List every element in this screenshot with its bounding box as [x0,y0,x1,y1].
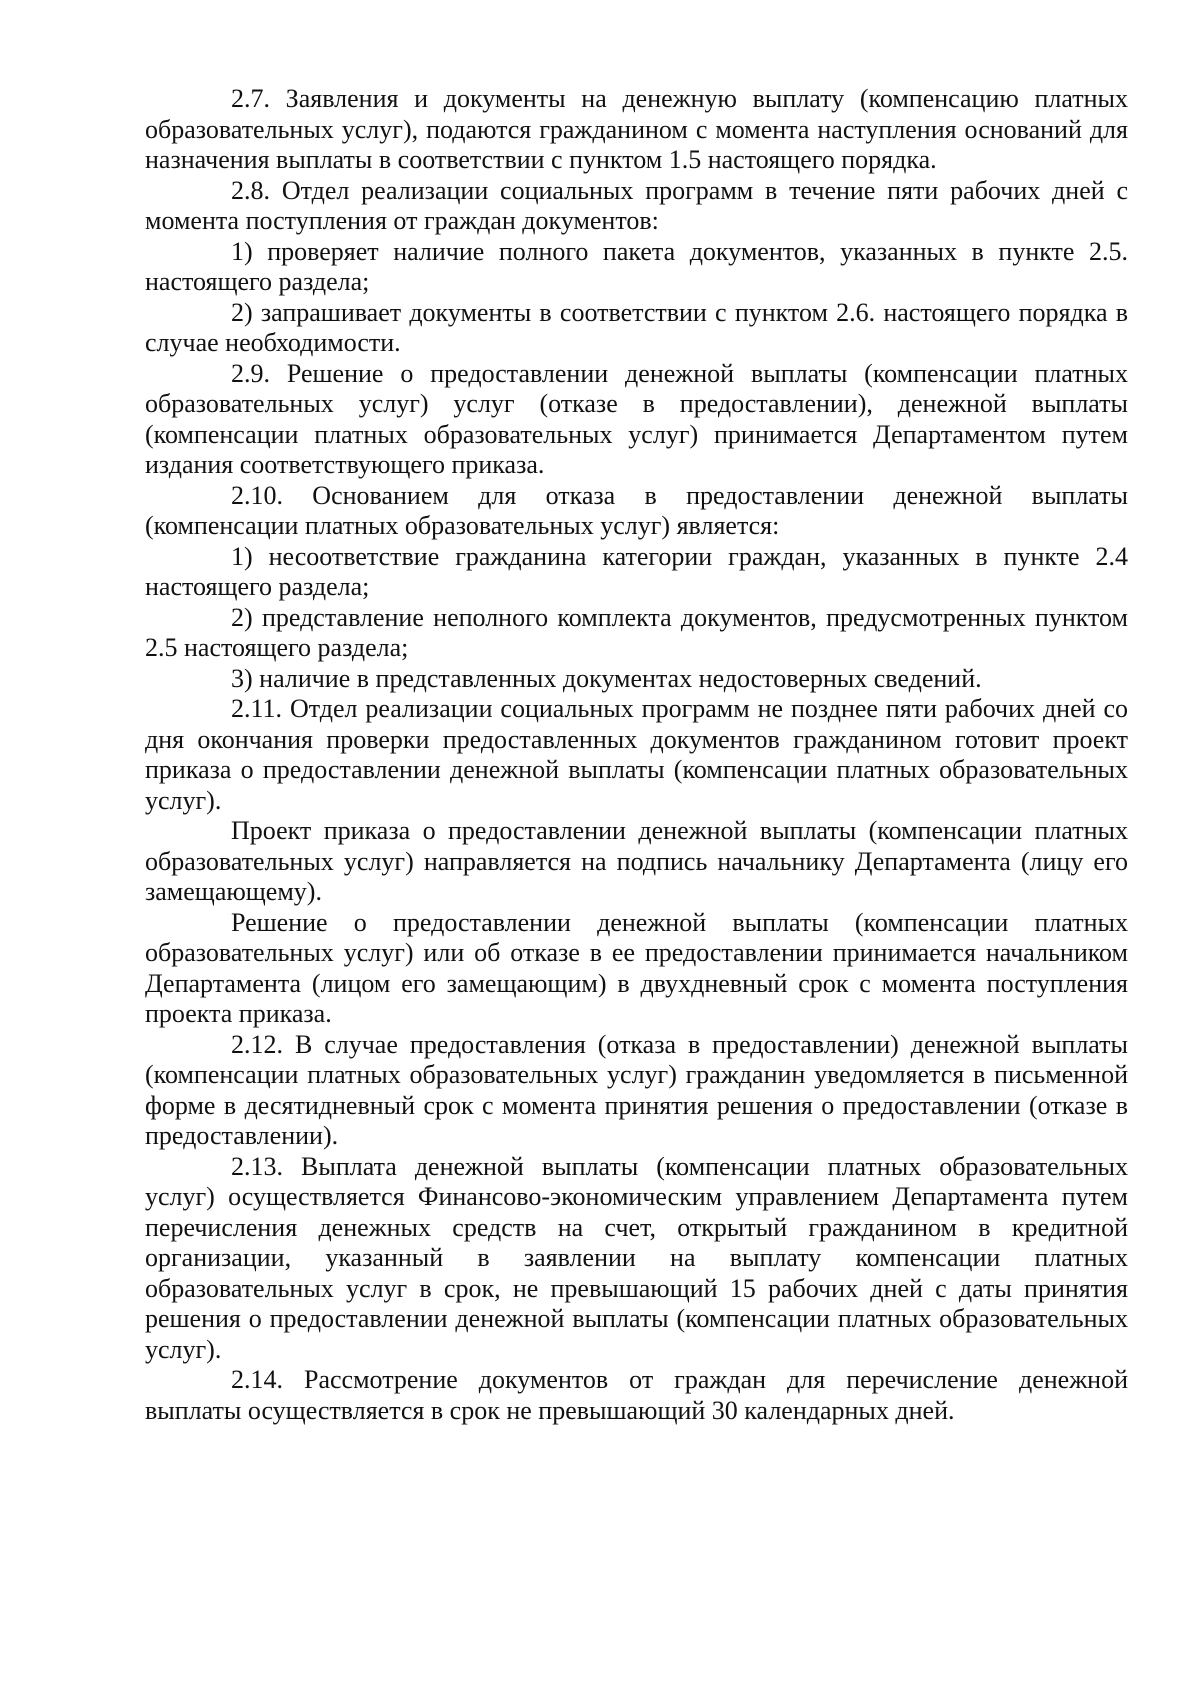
paragraph-2-8-item-2: 2) запрашивает документы в соответствии с пунктом 2.6. настоящего порядка в случае необходимости. [145,297,1128,357]
paragraph-2-11: 2.11. Отдел реализации социальных программ не позднее пяти рабочих дней со дня окончания проверки предоставленных документов гражданином готовит проект приказа о предоставлении денежной выплаты (компенсации платных образовательных услуг). [145,694,1128,815]
paragraph-2-8-item-1: 1) проверяет наличие полного пакета документов, указанных в пункте 2.5. настоящего раздела; [145,236,1128,296]
paragraph-2-10-item-2: 2) представление неполного комплекта документов, предусмотренных пунктом 2.5 настоящего раздела; [145,602,1128,662]
paragraph-2-8: 2.8. Отдел реализации социальных программ в течение пяти рабочих дней с момента поступления от граждан документов: [145,175,1128,235]
paragraph-2-11-decision: Решение о предоставлении денежной выплаты (компенсации платных образовательных услуг) или об отказе в ее предоставлении принимается начальником Департамента (лицом его замещающим) в двухдневный срок с момента поступления проекта приказа. [145,907,1128,1028]
paragraph-2-12: 2.12. В случае предоставления (отказа в предоставлении) денежной выплаты (компенсации платных образовательных услуг) гражданин уведомляется в письменной форме в десятидневный срок с момента принятия решения о предоставлении (отказе в предоставлении). [145,1029,1128,1150]
paragraph-2-7: 2.7. Заявления и документы на денежную выплату (компенсацию платных образовательных услуг), подаются гражданином с момента наступления оснований для назначения выплаты в соответствии с пунктом 1.5 настоящего порядка. [145,84,1128,174]
paragraph-2-13: 2.13. Выплата денежной выплаты (компенсации платных образовательных услуг) осуществляется Финансово-экономическим управлением Департамента путем перечисления денежных средств на счет, открытый гражданином в кредитной организации, указанный в заявлении на выплату компенсации платных образовательных услуг в срок, не превышающий 15 рабочих дней с даты принятия решения о предоставлении денежной выплаты (компенсации платных образовательных услуг). [145,1151,1128,1364]
paragraph-2-10-item-1: 1) несоответствие гражданина категории граждан, указанных в пункте 2.4 настоящего раздела; [145,541,1128,601]
paragraph-2-10: 2.10. Основанием для отказа в предоставлении денежной выплаты (компенсации платных образовательных услуг) является: [145,480,1128,540]
paragraph-2-10-item-3: 3) наличие в представленных документах недостоверных сведений. [231,663,982,693]
paragraph-2-9: 2.9. Решение о предоставлении денежной выплаты (компенсации платных образовательных услуг) услуг (отказе в предоставлении), денежной выплаты (компенсации платных образовательных услуг) принимается Департаментом путем издания соответствующего приказа. [145,358,1128,479]
paragraph-2-14: 2.14. Рассмотрение документов от граждан для перечисление денежной выплаты осуществляется в срок не превышающий 30 календарных дней. [145,1365,1128,1425]
paragraph-2-11-draft-order: Проект приказа о предоставлении денежной выплаты (компенсации платных образовательных услуг) направляется на подпись начальнику Департамента (лицу его замещающему). [145,816,1128,906]
document-body [145,84,1128,1426]
